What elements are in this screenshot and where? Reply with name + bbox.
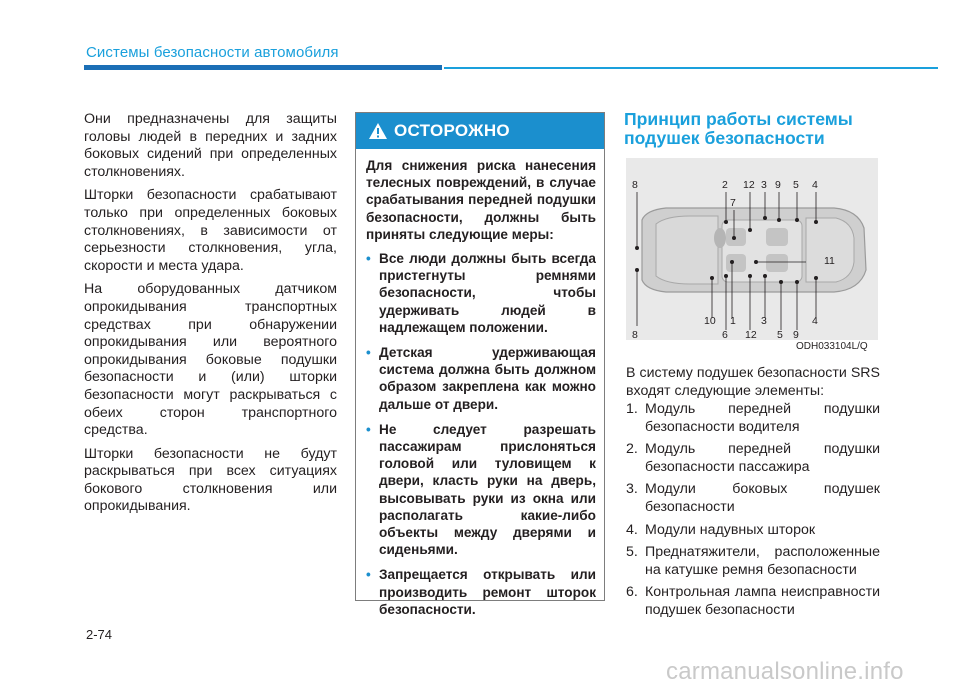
callout-label: 4	[812, 315, 818, 327]
list-item: 3. Модули боковых подушек безопасности	[626, 481, 880, 515]
list-item: 6. Контрольная лампа неисправности подушек безопасности	[626, 584, 880, 618]
list-item: 2. Модуль передней подушки безопасности пассажира	[626, 441, 880, 475]
header-rule-dark	[84, 65, 442, 70]
callout-label: 11	[824, 255, 835, 267]
section-title: Системы безопасности автомобиля	[86, 44, 339, 61]
callout-label: 5	[777, 329, 783, 340]
paragraph: На оборудованных датчиком опрокидывания транспортных средствах при обнаружении опрокидывания или вероятного опрокидывания боковые подушки безопасности и (или) шторки безопасности могут раскрываться с обеих сторон транспортного средства.	[84, 281, 337, 439]
warning-intro: Для снижения риска нанесения телесных повреждений, в случае срабатывания передней подушки безопасности, должны быть приняты следующие меры:	[366, 158, 596, 242]
warning-list	[366, 250, 596, 618]
callout-label: 2	[722, 179, 728, 191]
figure-code: ODH033104L/Q	[796, 341, 868, 352]
bullet-icon: •	[366, 421, 371, 437]
callout-label: 5	[793, 179, 799, 191]
warning-body	[366, 157, 596, 626]
header-rule-light	[444, 67, 938, 69]
warning-item: • Детская удерживающая система должна быть должном образом закреплена как можно дальше от двери.	[366, 345, 596, 412]
warning-box	[355, 112, 605, 617]
callout-label: 10	[704, 315, 716, 327]
paragraph: Они предназначены для защиты головы людей в передних и задних боковых сидений при определенных столкновениях.	[84, 111, 337, 180]
bullet-icon: •	[366, 567, 371, 583]
list-item: 1. Модуль передней подушки безопасности водителя	[626, 401, 880, 435]
callout-label: 1	[730, 315, 736, 327]
callout-label: 9	[793, 329, 799, 340]
callout-label: 7	[730, 197, 736, 209]
warning-item: • Запрещается открывать или производить ремонт шторок безопасности.	[366, 567, 596, 617]
bullet-icon: •	[366, 251, 371, 267]
components-list	[626, 401, 880, 625]
list-item: 5. Преднатяжители, расположенные на катушке ремня безопасности	[626, 544, 880, 578]
paragraph: Шторки безопасности не будут раскрываться при всех ситуациях бокового столкновения или опрокидывания.	[84, 445, 337, 515]
left-text-column	[84, 111, 337, 522]
callout-label: 6	[722, 329, 728, 340]
paragraph: Шторки безопасности срабатывают только при определенных боковых столкновениях, в зависимости от серьезности столкновения, угла, скорости и места удара.	[84, 187, 337, 274]
callout-label: 9	[775, 179, 781, 191]
warning-item: • Не следует разрешать пассажирам прислоняться головой или туловищем к двери, класть руки на дверь, высовывать руки из окна или располагать какие-либо объекты между дверями и сиденьями.	[366, 421, 596, 558]
bullet-icon: •	[366, 345, 371, 361]
warning-item: • Все люди должны быть всегда пристегнуты ремнями безопасности, чтобы удерживать людей в надлежащем положении.	[366, 251, 596, 335]
callout-label: 8	[632, 329, 638, 340]
watermark: carmanualsonline.info	[666, 658, 904, 685]
callout-label: 4	[812, 179, 818, 191]
callout-label: 3	[761, 179, 767, 191]
warning-title: ОСТОРОЖНО	[394, 121, 510, 140]
callout-label: 8	[632, 179, 638, 191]
airbag-diagram	[626, 158, 878, 340]
subsection-title: Принцип работы системы подушек безопасности	[624, 109, 853, 148]
warning-header	[356, 113, 604, 149]
page-number: 2-74	[86, 627, 113, 642]
components-intro: В систему подушек безопасности SRS входят следующие элементы:	[626, 365, 880, 399]
callout-label: 12	[745, 329, 757, 340]
list-item: 4. Модули надувных шторок	[626, 521, 816, 538]
callout-label: 12	[743, 179, 755, 191]
callout-label: 3	[761, 315, 767, 327]
warning-triangle-icon	[368, 122, 388, 140]
